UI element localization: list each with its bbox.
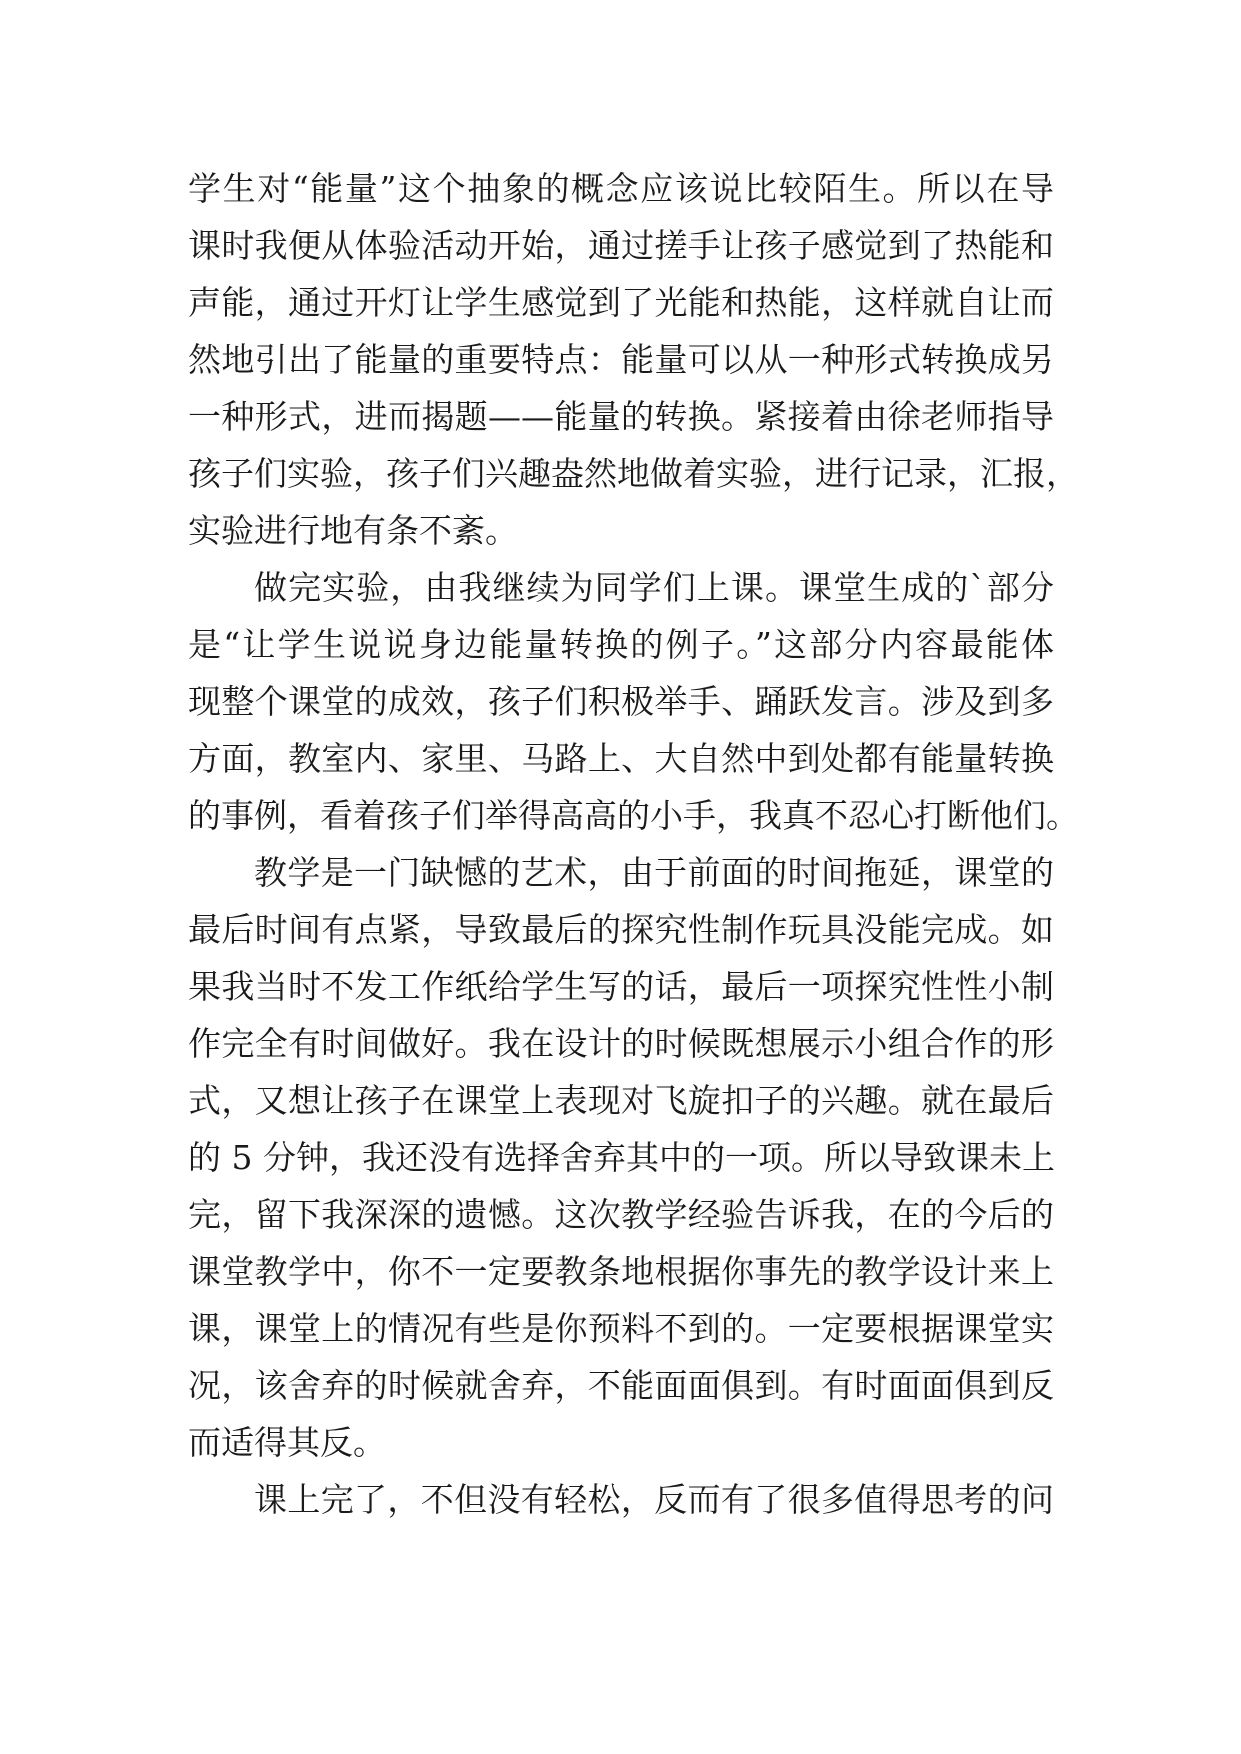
text-line: 声能，通过开灯让学生感觉到了光能和热能，这样就自让而 (188, 283, 1054, 322)
document-body (188, 160, 1079, 1528)
text-line: 课时我便从体验活动开始，通过搓手让孩子感觉到了热能和 (188, 226, 1054, 265)
text-line: 最后时间有点紧，导致最后的探究性制作玩具没能完成。如 (188, 910, 1054, 949)
text-line: 是“让学生说说身边能量转换的例子。”这部分内容最能体 (188, 625, 1054, 664)
text-line: 然地引出了能量的重要特点：能量可以从一种形式转换成另 (188, 340, 1054, 379)
text-line: 况，该舍弃的时候就舍弃，不能面面俱到。有时面面俱到反 (188, 1366, 1054, 1405)
text-line: 课，课堂上的情况有些是你预料不到的。一定要根据课堂实 (188, 1309, 1054, 1348)
paragraph-3 (188, 844, 1054, 1471)
text-line: 的 5 分钟，我还没有选择舍弃其中的一项。所以导致课未上 (188, 1138, 1055, 1177)
paragraph-4 (188, 1471, 1054, 1528)
text-line: 教学是一门缺憾的艺术，由于前面的时间拖延，课堂的 (254, 853, 1054, 892)
text-line: 一种形式，进而揭题——能量的转换。紧接着由徐老师指导 (188, 397, 1054, 436)
text-line: 现整个课堂的成效，孩子们积极举手、踊跃发言。涉及到多 (188, 682, 1054, 721)
text-line: 作完全有时间做好。我在设计的时候既想展示小组合作的形 (188, 1024, 1054, 1063)
text-line: 完，留下我深深的遗憾。这次教学经验告诉我，在的今后的 (188, 1195, 1054, 1234)
text-line: 而适得其反。 (188, 1423, 386, 1462)
text-line: 果我当时不发工作纸给学生写的话，最后一项探究性性小制 (188, 967, 1054, 1006)
text-line: 课上完了，不但没有轻松，反而有了很多值得思考的问 (254, 1480, 1054, 1519)
paragraph-2 (188, 559, 1079, 844)
text-line: 式，又想让孩子在课堂上表现对飞旋扣子的兴趣。就在最后 (188, 1081, 1054, 1120)
text-line: 孩子们实验，孩子们兴趣盎然地做着实验，进行记录，汇报， (188, 454, 1079, 493)
text-line: 实验进行地有条不紊。 (188, 511, 518, 550)
text-line: 做完实验，由我继续为同学们上课。课堂生成的`部分 (254, 568, 1054, 607)
text-line: 课堂教学中，你不一定要教条地根据你事先的教学设计来上 (188, 1252, 1054, 1291)
text-line: 的事例，看着孩子们举得高高的小手，我真不忍心打断他们。 (188, 796, 1079, 835)
text-line: 方面，教室内、家里、马路上、大自然中到处都有能量转换 (188, 739, 1054, 778)
text-line: 学生对“能量”这个抽象的概念应该说比较陌生。所以在导 (188, 169, 1054, 208)
paragraph-1 (188, 160, 1079, 559)
